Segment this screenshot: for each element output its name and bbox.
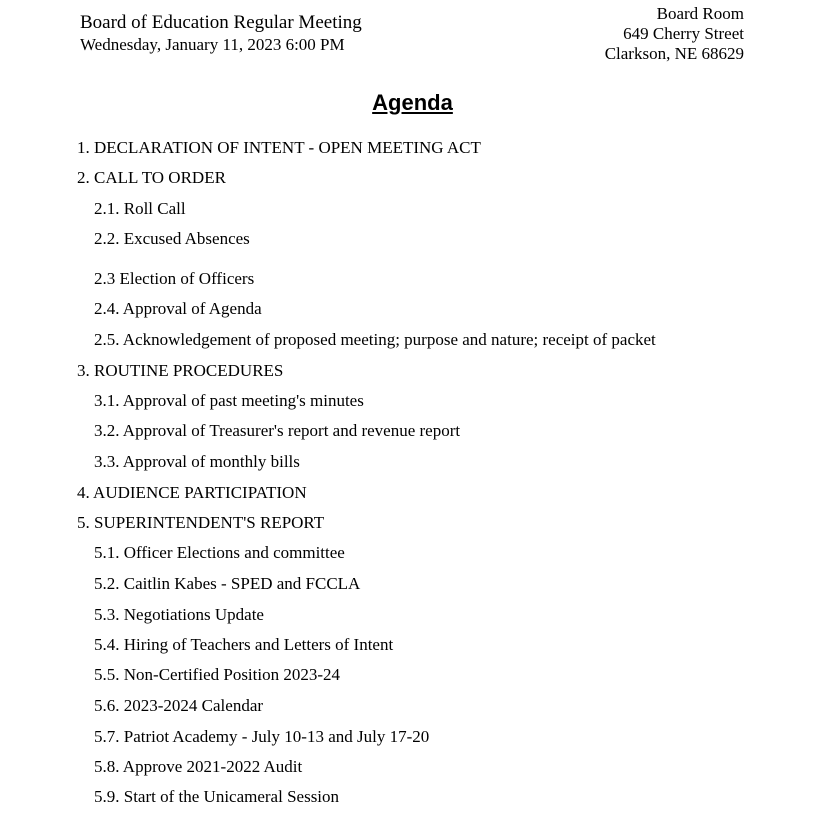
agenda-item-3-2: 3.2. Approval of Treasurer's report and revenue report (94, 421, 461, 440)
agenda-item-1: 1. DECLARATION OF INTENT - OPEN MEETING ACT (77, 138, 481, 157)
agenda-item-2-2: 2.2. Excused Absences (94, 229, 250, 248)
agenda-item-5-3: 5.3. Negotiations Update (94, 605, 264, 624)
meeting-name: Board of Education Regular Meeting (80, 12, 362, 33)
meeting-datetime: Wednesday, January 11, 2023 6:00 PM (80, 35, 345, 54)
location-room: Board Room (656, 4, 744, 23)
agenda-item-5-5: 5.5. Non-Certified Position 2023-24 (94, 665, 341, 684)
agenda-item-5-1: 5.1. Officer Elections and committee (94, 543, 345, 562)
agenda-item-2-1: 2.1. Roll Call (94, 199, 186, 218)
agenda-item-5: 5. SUPERINTENDENT'S REPORT (77, 513, 325, 532)
agenda-item-3-3: 3.3. Approval of monthly bills (94, 452, 300, 471)
agenda-item-5-6: 5.6. 2023-2024 Calendar (94, 696, 264, 715)
agenda-item-5-2: 5.2. Caitlin Kabes - SPED and FCCLA (94, 574, 361, 593)
agenda-item-5-4: 5.4. Hiring of Teachers and Letters of Intent (94, 635, 394, 654)
agenda-item-5-9: 5.9. Start of the Unicameral Session (94, 787, 340, 806)
agenda-item-2-4: 2.4. Approval of Agenda (94, 299, 262, 318)
agenda-title: Agenda (372, 90, 453, 115)
agenda-item-2: 2. CALL TO ORDER (77, 168, 226, 187)
agenda-item-5-8: 5.8. Approve 2021-2022 Audit (94, 757, 303, 776)
location-city: Clarkson, NE 68629 (604, 44, 744, 63)
agenda-item-3: 3. ROUTINE PROCEDURES (77, 361, 284, 380)
agenda-item-5-7: 5.7. Patriot Academy - July 10-13 and July 17-20 (94, 727, 430, 746)
location-street: 649 Cherry Street (623, 24, 744, 43)
agenda-item-4: 4. AUDIENCE PARTICIPATION (77, 483, 307, 502)
agenda-item-3-1: 3.1. Approval of past meeting's minutes (94, 391, 364, 410)
agenda-item-2-3: 2.3 Election of Officers (94, 269, 255, 288)
agenda-item-2-5: 2.5. Acknowledgement of proposed meeting; purpose and nature; receipt of packet (94, 330, 656, 349)
